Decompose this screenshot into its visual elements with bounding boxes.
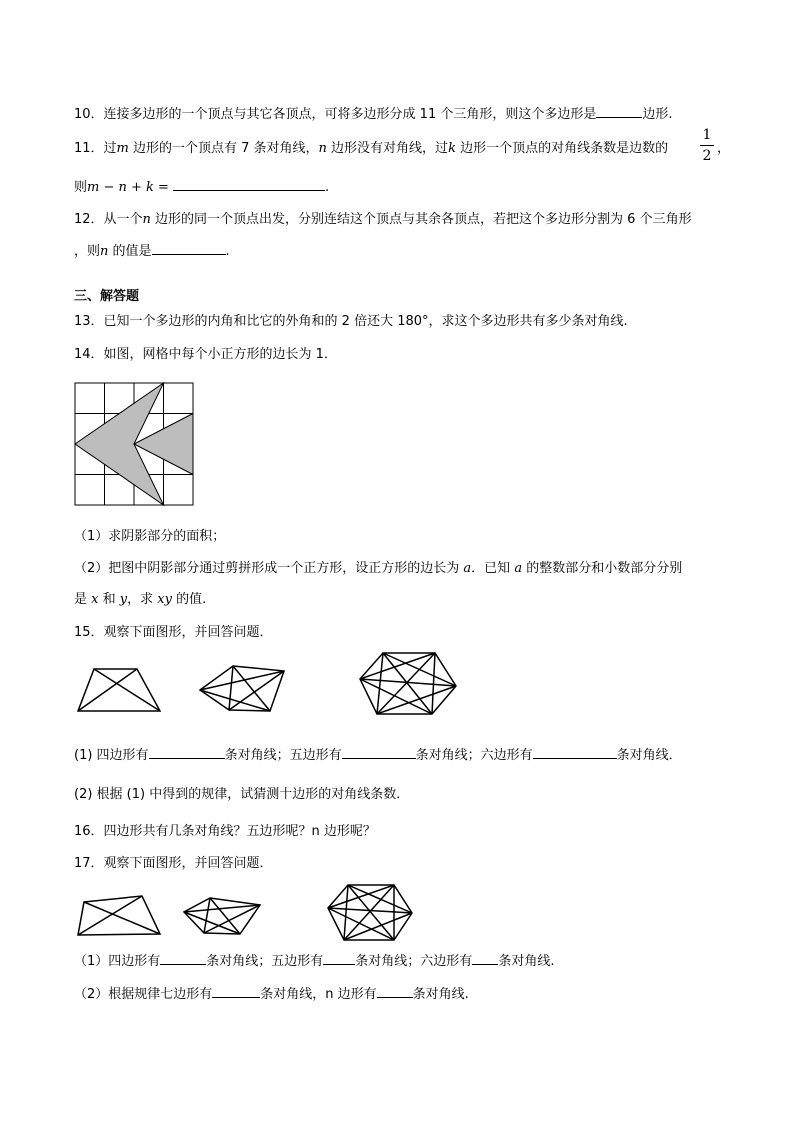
- q14-text: 和: [98, 592, 120, 607]
- var-xy: xy: [157, 592, 172, 607]
- var-y: y: [119, 592, 128, 607]
- q10-tail: 边形.: [642, 107, 673, 122]
- q11-text: 11．过: [74, 141, 117, 156]
- q12-text: 的值是: [108, 244, 152, 259]
- answer-blank[interactable]: [377, 983, 413, 998]
- var-n: n: [142, 212, 151, 227]
- pentagon-figure: [196, 662, 298, 714]
- answer-blank[interactable]: [533, 744, 617, 759]
- q17-part2: [74, 983, 469, 1004]
- answer-blank[interactable]: [160, 950, 206, 965]
- q12-text: ，则: [74, 244, 101, 259]
- grid-figure: [74, 382, 196, 508]
- question-11-line2: [74, 176, 329, 197]
- q11-text: 边形的一个顶点有 7 条对角线，: [128, 141, 319, 156]
- q12-text: 12．从一个: [74, 212, 143, 227]
- q12-text: 边形的同一个顶点出发，分别连结这个顶点与其余各顶点，若把这个多边形分割为 6 个三角形: [150, 212, 692, 227]
- quadrilateral-figure: [74, 893, 164, 939]
- q11-expression: m − n + k =: [87, 180, 169, 195]
- var-k: k: [448, 141, 456, 156]
- section-heading: 三、解答题: [74, 289, 140, 304]
- fraction-denominator: 2: [702, 148, 712, 164]
- q17-text: 条对角线；五边形有: [206, 954, 324, 969]
- q14-text: 的值.: [171, 592, 207, 607]
- question-12: [74, 211, 692, 229]
- var-n: n: [318, 141, 327, 156]
- q14-text: 的整数部分和小数部分分别: [522, 561, 683, 576]
- hexagon-figure: [324, 880, 416, 944]
- answer-blank[interactable]: [472, 950, 498, 965]
- q14-part2-line2: [74, 591, 206, 609]
- question-11: [74, 140, 668, 158]
- q11-text: 边形一个顶点的对角线条数是边数的: [455, 141, 669, 156]
- question-13: 13．已知一个多边形的内角和比它的外角和的 2 倍还大 180°，求这个多边形共有多少条对角线.: [74, 314, 628, 329]
- var-a: a: [463, 561, 472, 576]
- q17-part1: [74, 950, 554, 971]
- question-14: 14．如图，网格中每个小正方形的边长为 1．: [74, 347, 337, 362]
- q14-text: ，求: [127, 592, 158, 607]
- q10-text: 10．连接多边形的一个顶点与其它各顶点，可将多边形分成 11 个三角形，则这个多边形是: [74, 107, 597, 122]
- answer-blank[interactable]: [152, 240, 226, 255]
- var-m: m: [116, 141, 129, 156]
- q15-text: 条对角线；五边形有: [224, 748, 342, 763]
- var-x: x: [91, 592, 99, 607]
- question-16: 16．四边形共有几条对角线？五边形呢？n 边形呢？: [74, 824, 376, 839]
- q11-text: 边形没有对角线，过: [326, 141, 449, 156]
- q15-text: 条对角线；六边形有: [415, 748, 533, 763]
- q17-text: 条对角线.: [412, 987, 469, 1002]
- q11-text: .: [324, 180, 330, 195]
- hexagon-figure: [356, 648, 460, 718]
- answer-blank[interactable]: [323, 950, 355, 965]
- q11-comma: ，: [717, 141, 731, 156]
- q17-text: （2）根据规律七边形有: [74, 987, 213, 1002]
- q14-text: 是: [74, 592, 92, 607]
- answer-blank[interactable]: [212, 983, 260, 998]
- q15-text: (1) 四边形有: [74, 748, 149, 763]
- q17-text: 条对角线，n 边形有: [260, 987, 377, 1002]
- q15-part1: [74, 744, 682, 765]
- answer-blank[interactable]: [342, 744, 416, 759]
- quadrilateral-figure: [74, 662, 164, 714]
- question-15: 15．观察下面图形，并回答问题．: [74, 625, 273, 640]
- q17-text: 条对角线.: [498, 954, 555, 969]
- q14-part1: （1）求阴影部分的面积；: [74, 529, 226, 544]
- question-10: [74, 103, 673, 124]
- q14-text: ．已知: [471, 561, 515, 576]
- q11-text: 则: [74, 180, 88, 195]
- q15-part2: (2) 根据 (1) 中得到的规律，试猜测十边形的对角线条数．: [74, 787, 410, 802]
- var-a: a: [514, 561, 523, 576]
- var-n: n: [100, 244, 109, 259]
- answer-blank[interactable]: [596, 103, 642, 118]
- question-12-line2: [74, 240, 230, 261]
- q17-text: 条对角线；六边形有: [355, 954, 473, 969]
- q14-text: （2）把图中阴影部分通过剪拼形成一个正方形，设正方形的边长为: [74, 561, 464, 576]
- q14-part2: [74, 560, 682, 578]
- fraction-one-half: [700, 127, 714, 164]
- q12-text: .: [225, 244, 230, 259]
- fraction-numerator: 1: [702, 127, 712, 143]
- pentagon-figure: [180, 893, 270, 939]
- question-17: 17．观察下面图形，并回答问题．: [74, 856, 273, 871]
- answer-blank[interactable]: [149, 744, 225, 759]
- answer-blank[interactable]: [173, 176, 325, 191]
- q17-text: （1）四边形有: [74, 954, 161, 969]
- q15-text: 条对角线．: [616, 748, 682, 763]
